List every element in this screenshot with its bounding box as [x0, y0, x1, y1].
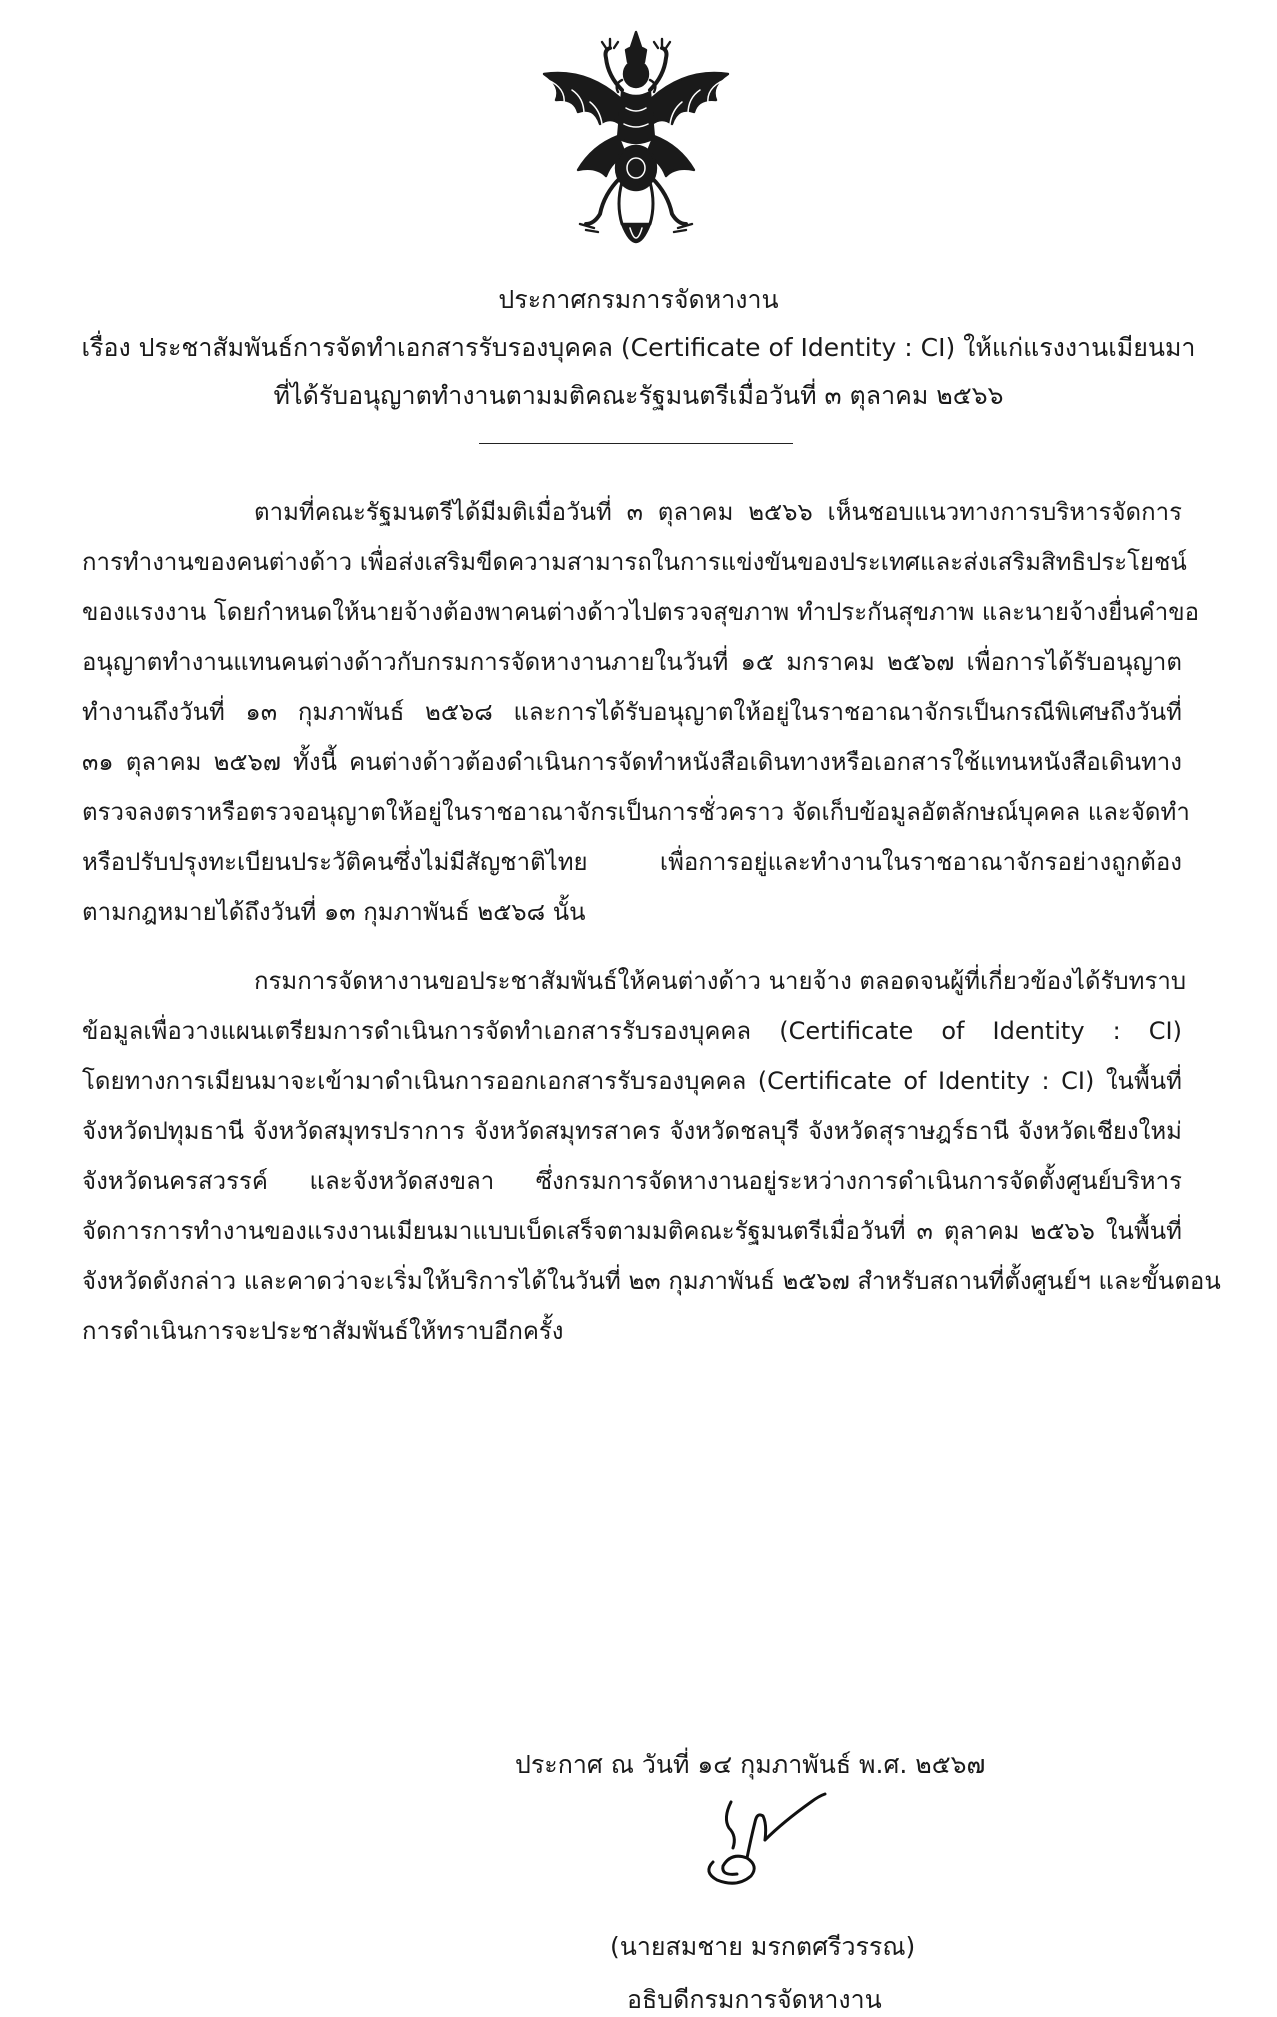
paragraph-line: จัดการการทำงานของแรงงานเมียนมาแบบเบ็ดเสร็จตามมติคณะรัฐมนตรีเมื่อวันที่ ๓ ตุลาคม ๒๕๖๖ ในพื้นที่	[82, 1217, 1182, 1245]
paragraph-line: ทำงานถึงวันที่ ๑๓ กุมภาพันธ์ ๒๕๖๘ และการได้รับอนุญาตให้อยู่ในราชอาณาจักรเป็นกรณีพิเศษถึงวันที่	[82, 698, 1182, 726]
announcement-date: ประกาศ ณ วันที่ ๑๔ กุมภาพันธ์ พ.ศ. ๒๕๖๗	[515, 1750, 986, 1779]
paragraph-line: จังหวัดปทุมธานี จังหวัดสมุทรปราการ จังหวัดสมุทรสาคร จังหวัดชลบุรี จังหวัดสุราษฎร์ธานี จังหวัดเชียงใหม่	[82, 1117, 1182, 1145]
paragraph-line: ตามกฎหมายได้ถึงวันที่ ๑๓ กุมภาพันธ์ ๒๕๖๘ นั้น	[82, 898, 586, 926]
handwritten-signature-icon	[693, 1792, 833, 1892]
paragraph-line: ข้อมูลเพื่อวางแผนเตรียมการดำเนินการจัดทำเอกสารรับรองบุคคล (Certificate of Identity : CI)	[82, 1017, 1182, 1045]
paragraph-line: กรมการจัดหางานขอประชาสัมพันธ์ให้คนต่างด้าว นายจ้าง ตลอดจนผู้ที่เกี่ยวข้องได้รับทราบ	[254, 967, 1187, 995]
signatory-title: อธิบดีกรมการจัดหางาน	[627, 1985, 882, 2014]
paragraph-line: การดำเนินการจะประชาสัมพันธ์ให้ทราบอีกครั้ง	[82, 1317, 564, 1345]
paragraph-line: จังหวัดนครสวรรค์ และจังหวัดสงขลา ซึ่งกรมการจัดหางานอยู่ระหว่างการดำเนินการจัดตั้งศูนย์บริหาร	[82, 1167, 1182, 1195]
signatory-name: (นายสมชาย มรกตศรีวรรณ)	[610, 1932, 916, 1961]
paragraph-line: จังหวัดดังกล่าว และคาดว่าจะเริ่มให้บริการได้ในวันที่ ๒๓ กุมภาพันธ์ ๒๕๖๗ สำหรับสถานที่ตั้งศูนย์ฯ และขั้นตอน	[82, 1267, 1221, 1295]
paragraph-line: อนุญาตทำงานแทนคนต่างด้าวกับกรมการจัดหางานภายในวันที่ ๑๕ มกราคม ๒๕๖๗ เพื่อการได้รับอนุญาต	[82, 648, 1182, 676]
paragraph-line: ๓๑ ตุลาคม ๒๕๖๗ ทั้งนี้ คนต่างด้าวต้องดำเนินการจัดทำหนังสือเดินทางหรือเอกสารใช้แทนหนังสือเดินทาง	[82, 748, 1182, 776]
paragraph-line: ตามที่คณะรัฐมนตรีได้มีมติเมื่อวันที่ ๓ ตุลาคม ๒๕๖๖ เห็นชอบแนวทางการบริหารจัดการ	[254, 498, 1182, 526]
paragraph-line: หรือปรับปรุงทะเบียนประวัติคนซึ่งไม่มีสัญชาติไทย เพื่อการอยู่และทำงานในราชอาณาจักรอย่างถูกต้อง	[82, 848, 1182, 876]
paragraph-line: ของแรงงาน โดยกำหนดให้นายจ้างต้องพาคนต่างด้าวไปตรวจสุขภาพ ทำประกันสุขภาพ และนายจ้างยื่นคำขอ	[82, 598, 1200, 626]
announcement-title: ประกาศกรมการจัดหางาน	[498, 285, 779, 314]
paragraph-line: การทำงานของคนต่างด้าว เพื่อส่งเสริมขีดความสามารถในการแข่งขันของประเทศและส่งเสริมสิทธิประโยชน์	[82, 548, 1187, 576]
garuda-emblem-icon	[526, 28, 746, 263]
header-divider	[479, 443, 793, 444]
paragraph-line: ตรวจลงตราหรือตรวจอนุญาตให้อยู่ในราชอาณาจักรเป็นการชั่วคราว จัดเก็บข้อมูลอัตลักษณ์บุคคล และจัดทำ	[82, 798, 1190, 826]
announcement-subject-continued: ที่ได้รับอนุญาตทำงานตามมติคณะรัฐมนตรีเมื่อวันที่ ๓ ตุลาคม ๒๕๖๖	[273, 381, 1004, 410]
announcement-subject: เรื่อง ประชาสัมพันธ์การจัดทำเอกสารรับรองบุคคล (Certificate of Identity : CI) ให้แก่แรงงานเมียนมา	[81, 333, 1196, 362]
paragraph-line: โดยทางการเมียนมาจะเข้ามาดำเนินการออกเอกสารรับรองบุคคล (Certificate of Identity : CI) ในพื้นที่	[82, 1067, 1182, 1095]
